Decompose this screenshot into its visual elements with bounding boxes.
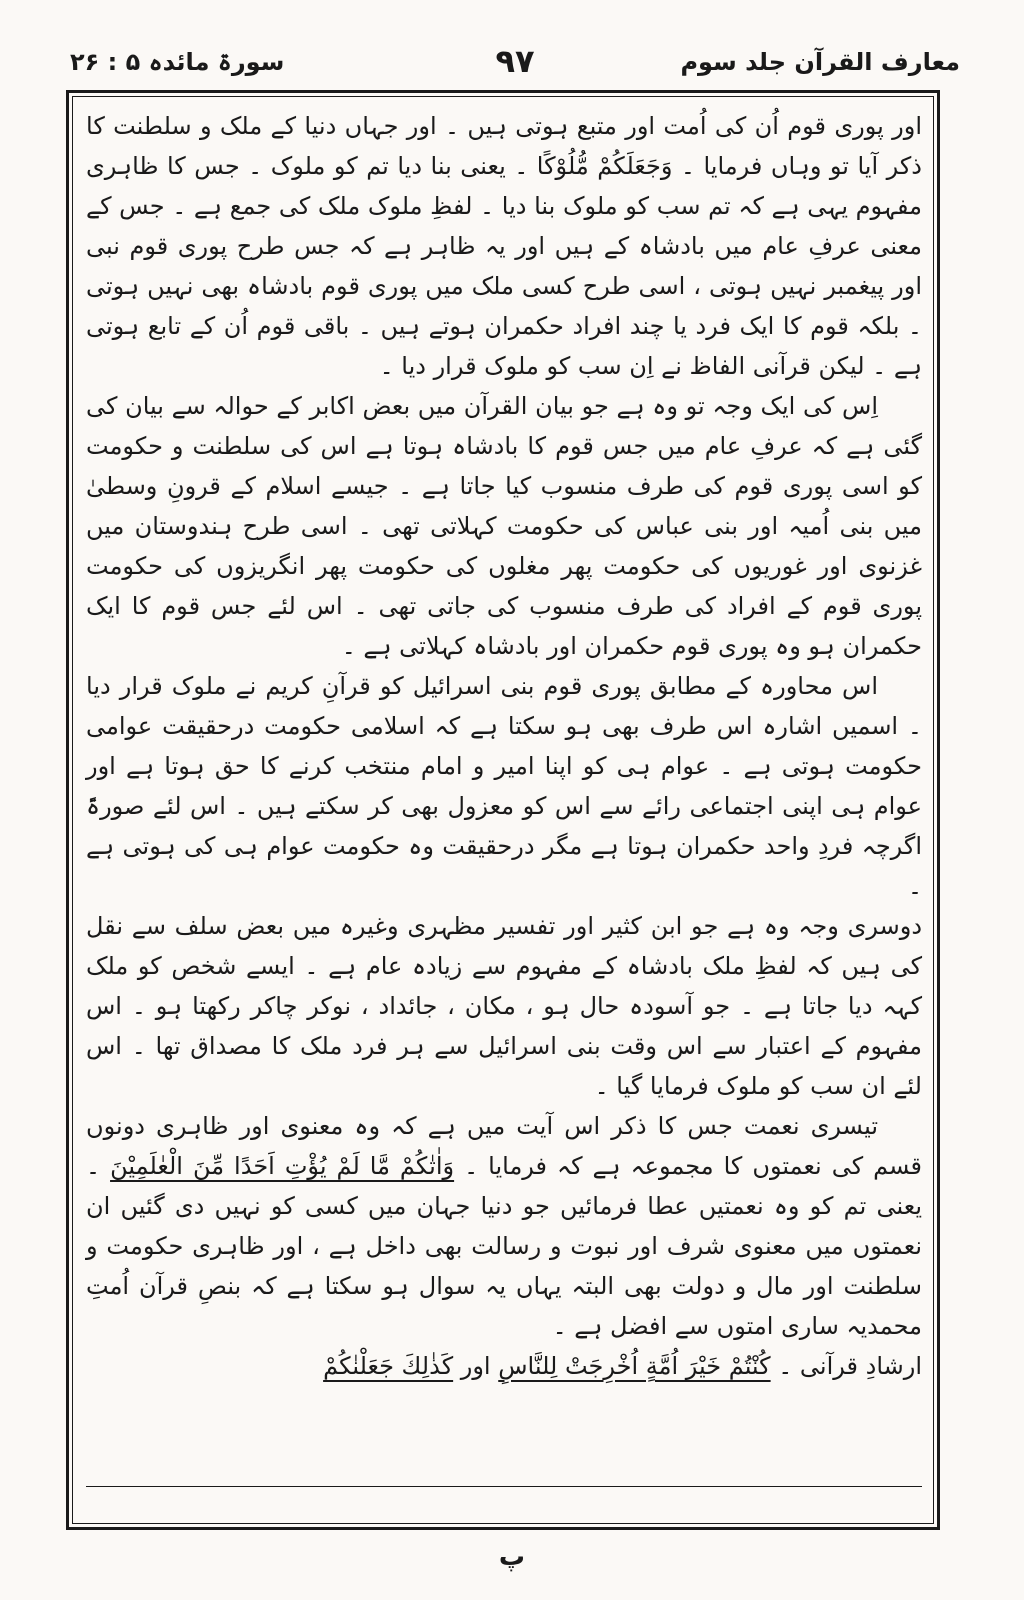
paragraph-5-text-before: تیسری نعمت جس کا ذکر اس آیت میں ہے کہ وہ معنوی اور ظاہری دونوں قسم کی نعمتوں کا مجموعہ ہے کہ فرمایا ۔ [86, 1112, 922, 1180]
page-number: ۹۷ [495, 42, 535, 80]
paragraph-2: اِس کی ایک وجہ تو وہ ہے جو بیان القرآن میں بعض اکابر کے حوالہ سے بیان کی گئی ہے کہ عرفِ عام میں جس قوم کا بادشاہ ہوتا ہے اس کی سلطنت و حکومت کو اسی پوری قوم کی طرف منسوب کیا جاتا ہے ۔ جیسے اسلام کے قرونِ وسطیٰ میں بنی اُمیہ اور بنی عباس کی حکومت کہلاتی تھی ۔ اسی طرح ہندوستان میں غزنوی اور غوریوں کی حکومت پھر مغلوں کی حکومت پھر انگریزوں کی حکومت پوری قوم کے افراد کی طرف منسوب کی جاتی تھی ۔ اس لئے جس قوم کا ایک حکمران ہو وہ پوری قوم حکمران اور بادشاہ کہلاتی ہے ۔ [86, 392, 922, 660]
paragraph-3: اس محاورہ کے مطابق پوری قوم بنی اسرائیل کو قرآنِ کریم نے ملوک قرار دیا ۔ اسمیں اشارہ اس طرف بھی ہو سکتا ہے کہ اسلامی حکومت درحقیقت عوامی حکومت ہوتی ہے ۔ عوام ہی کو اپنا امیر و امام منتخب کرنے کا حق ہوتا ہے اور عوام ہی اپنی اجتماعی رائے سے اس کو معزول بھی کر سکتے ہیں ۔ اس لئے صورۃً اگرچہ فردِ واحد حکمران ہوتا ہے مگر درحقیقت وہ حکومت عوام ہی کی ہوتی ہے ۔ [86, 672, 922, 900]
body-text [86, 106, 922, 1386]
book-title: معارف القرآن جلد سوم [680, 48, 960, 76]
paragraph-6-text-before: ارشادِ قرآنی ۔ [770, 1352, 922, 1380]
surah-reference: سورۃ مائدہ ۵ : ۲۶ [70, 48, 285, 76]
quranic-quote: وَاٰتٰكُمْ مَّا لَمْ يُؤْتِ اَحَدًا مِّنَ الْعٰلَمِيْنَ [110, 1152, 455, 1180]
quranic-quote-3: كَذٰلِكَ جَعَلْنٰكُمْ [323, 1352, 454, 1380]
paragraph-5-text-after: ۔ یعنی تم کو وہ نعمتیں عطا فرمائیں جو دنیا جہان میں کسی کو نہیں دی گئیں ان نعمتوں میں معنوی شرف اور نبوت و رسالت بھی داخل ہے ، اور ظاہری حکومت و سلطنت اور مال و دولت بھی البتہ یہاں یہ سوال ہو سکتا ہے کہ بنصِ قرآن اُمتِ محمدیہ ساری امتوں سے افضل ہے ۔ [86, 1152, 922, 1340]
paragraph-6-text-mid: اور [453, 1352, 499, 1380]
running-head [70, 42, 960, 84]
paragraph-5 [86, 1106, 922, 1346]
paragraph-4: دوسری وجہ وہ ہے جو ابن کثیر اور تفسیر مظہری وغیرہ میں بعض سلف سے نقل کی ہیں کہ لفظِ ملک بادشاہ کے مفہوم سے زیادہ عام ہے ۔ ایسے شخص کو ملک کہہ دیا جاتا ہے ۔ جو آسودہ حال ہو ، مکان ، جائداد ، نوکر چاکر رکھتا ہو ۔ اس مفہوم کے اعتبار سے اس وقت بنی اسرائیل سے ہر فرد ملک کا مصداق تھا ۔ اس لئے ان سب کو ملوک فرمایا گیا ۔ [86, 912, 922, 1100]
signature-mark: پ [498, 1542, 526, 1572]
paragraph-6 [86, 1346, 922, 1386]
footer-rule [86, 1486, 922, 1487]
paragraph-1: اور پوری قوم اُن کی اُمت اور متبع ہوتی ہیں ۔ اور جہاں دنیا کے ملک و سلطنت کا ذکر آیا تو وہاں فرمایا ۔ وَجَعَلَكُمْ مُّلُوْكًا ۔ یعنی بنا دیا تم کو ملوک ۔ جس کا ظاہری مفہوم یہی ہے کہ تم سب کو ملوک بنا دیا ۔ لفظِ ملوک ملک کی جمع ہے ۔ جس کے معنی عرفِ عام میں بادشاہ کے ہیں اور یہ ظاہر ہے کہ جس طرح پوری قوم نبی اور پیغمبر نہیں ہوتی ، اسی طرح کسی ملک میں پوری قوم بادشاہ بھی نہیں ہوتی ۔ بلکہ قوم کا ایک فرد یا چند افراد حکمران ہوتے ہیں ۔ باقی قوم اُن کے تابع ہوتی ہے ۔ لیکن قرآنی الفاظ نے اِن سب کو ملوک قرار دیا ۔ [86, 112, 922, 380]
quranic-quote-2: كُنْتُمْ خَيْرَ اُمَّةٍ اُخْرِجَتْ لِلنَّاسِ [498, 1352, 771, 1380]
